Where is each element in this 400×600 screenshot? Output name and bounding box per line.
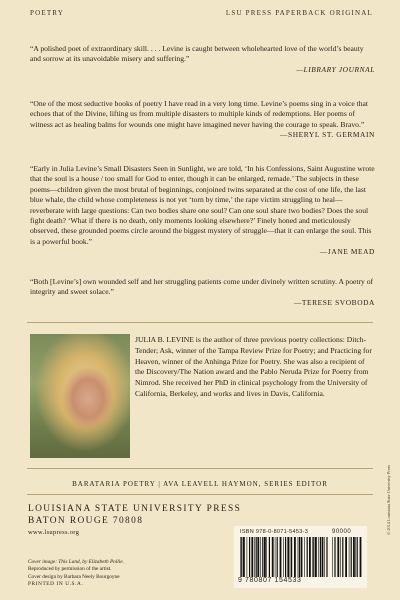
publisher-name: LOUISIANA STATE UNIVERSITY PRESS <box>28 504 242 514</box>
barcode-bar <box>243 537 245 577</box>
barcode-bar <box>340 537 341 577</box>
credit-line: Reproduced by permission of the artist. <box>28 566 112 573</box>
publisher-website: www.lsupress.org <box>28 529 80 536</box>
barcode <box>234 526 367 588</box>
barcode-bar <box>357 537 358 577</box>
barcode-bar <box>355 537 356 577</box>
barcode-bar <box>240 537 241 577</box>
barcode-bar <box>337 537 339 577</box>
barcode-bar <box>322 537 324 577</box>
barcode-bar <box>266 537 267 577</box>
publisher-city: BATON ROUGE 70808 <box>28 516 144 526</box>
review-quote-4 <box>30 277 375 308</box>
barcode-bar <box>360 537 362 577</box>
barcode-bar <box>342 537 343 577</box>
barcode-bar <box>353 537 355 577</box>
barcode-bar <box>294 537 296 577</box>
barcode-bar <box>280 537 282 577</box>
barcode-bar <box>299 537 300 577</box>
ean-barcode <box>240 537 328 577</box>
barcode-bar <box>298 537 299 577</box>
price-code: 90000 <box>332 529 352 535</box>
barcode-bar <box>312 537 313 577</box>
quote-attribution: —JANE MEAD <box>319 247 375 257</box>
quote-text: “One of the most seductive books of poetry I have read in a very long time. Levine’s poems sing in a voice that echoes that of the Divine, lifting us from multiple disasters to multiple kinds of redemptions. Her poems of witness act as healing balms for wounds one might have imagined never having the courage to speak. Bravo.” <box>30 99 369 129</box>
quote-attribution: —LIBRARY JOURNAL <box>296 64 375 74</box>
quote-text: “Early in Julia Levine’s Small Disasters Seen in Sunlight, we are told, ‘In his Confessions, Saint Augustine wrote that the soul is a house / too small for God to enter, though it can be enlarged, remade.’ The subjects in these poems—children given the most brutal of beginnings, conjoined twins separated at the cost of one life, the last blue whale, the child whose completeness is not yet ‘torn by time,’ the rape victim struggling to heal—reverberate with large questions: Can two bodies share one soul? Can one soul share two bodies? Does the soul fight death? ‘What if there is no death, only moments looking elsewhere?’ Finely honed and meticulously observed, these grounded poems circle around the biggest mystery of struggle—that it can enlarge the soul. This is a powerful book.” <box>30 164 375 246</box>
barcode-bar <box>251 537 253 577</box>
quote-attribution: —TERESE SVOBODA <box>293 297 375 307</box>
addon-barcode <box>332 537 362 577</box>
copyright-side-text: © 2014 Louisiana State University Press <box>386 465 391 535</box>
quote-text: “A polished poet of extraordinary skill. . . . Levine is caught between wholehearted love of the world’s beauty and sorrow at its unavoidable misery and suffering.” <box>30 44 364 64</box>
barcode-bar <box>260 537 261 577</box>
divider <box>27 494 373 495</box>
barcode-bar <box>272 537 274 577</box>
barcode-bar <box>334 537 335 577</box>
author-bio: JULIA B. LEVINE is the author of three previous poetry collections: Ditch-Tender; Ask, winner of the Tampa Review Prize for Poetry; and Practicing for Heaven, winner of the Anhinga Prize for Poetry. She was also a recipient of the Discovery/The Nation award and the Pablo Neruda Prize for Poetry from Nimrod. She received her PhD in clinical psychology from the University of California, Berkeley, and works and lives in Davis, California. <box>135 335 372 398</box>
barcode-bar <box>249 537 250 577</box>
barcode-bar <box>287 537 289 577</box>
series-line: BARATARIA POETRY | AVA LEAVELL HAYMON, SERIES EDITOR <box>72 480 328 488</box>
edition-label: LSU PRESS PAPERBACK ORIGINAL <box>225 9 373 17</box>
barcode-bar <box>285 537 286 577</box>
credit-line: Cover design by Barbara Neely Bourgoyne <box>28 573 120 580</box>
quote-attribution: —SHERYL ST. GERMAIN <box>280 130 375 140</box>
barcode-bar <box>345 537 347 577</box>
review-quote-1 <box>30 44 375 75</box>
barcode-bar <box>324 537 325 577</box>
divider <box>27 468 373 469</box>
publisher-block <box>28 503 241 527</box>
barcode-bar <box>349 537 350 577</box>
barcode-bar <box>257 537 259 577</box>
barcode-bar <box>315 537 317 577</box>
barcode-bar <box>269 537 270 577</box>
barcode-bar <box>326 537 327 577</box>
barcode-bar <box>241 537 242 577</box>
cover-credits <box>28 559 124 589</box>
barcode-bar <box>332 537 333 577</box>
credit-line: Cover image: This Land, by Elizabeth Pollie. <box>28 559 124 565</box>
barcode-bar <box>256 537 257 577</box>
barcode-bar <box>275 537 276 577</box>
barcode-bar <box>313 537 314 577</box>
barcode-bar <box>264 537 266 577</box>
credit-line: PRINTED IN U.S.A. <box>28 581 84 588</box>
barcode-bar <box>301 537 303 577</box>
review-quote-2 <box>30 99 375 141</box>
barcode-bar <box>291 537 292 577</box>
barcode-bar <box>304 537 305 577</box>
barcode-bar <box>320 537 321 577</box>
author-photo <box>30 334 130 458</box>
barcode-bar <box>262 537 263 577</box>
category-label: POETRY <box>30 9 65 17</box>
barcode-bar <box>290 537 291 577</box>
barcode-bar <box>318 537 319 577</box>
review-quote-3 <box>30 164 375 258</box>
barcode-bar <box>247 537 248 577</box>
barcode-bar <box>307 537 308 577</box>
barcode-digits: 9 780807 154533 <box>238 577 302 584</box>
divider <box>27 322 373 323</box>
quote-text: “Both [Levine’s] own wounded self and her struggling patients come under divinely written scrutiny. A poetry of integrity and sweet solace.” <box>30 277 374 297</box>
barcode-bar <box>277 537 278 577</box>
isbn-text: ISBN 978-0-8071-5453-3 <box>240 529 309 535</box>
barcode-bar <box>283 537 284 577</box>
barcode-bar <box>351 537 352 577</box>
barcode-bar <box>254 537 255 577</box>
barcode-bar <box>309 537 311 577</box>
